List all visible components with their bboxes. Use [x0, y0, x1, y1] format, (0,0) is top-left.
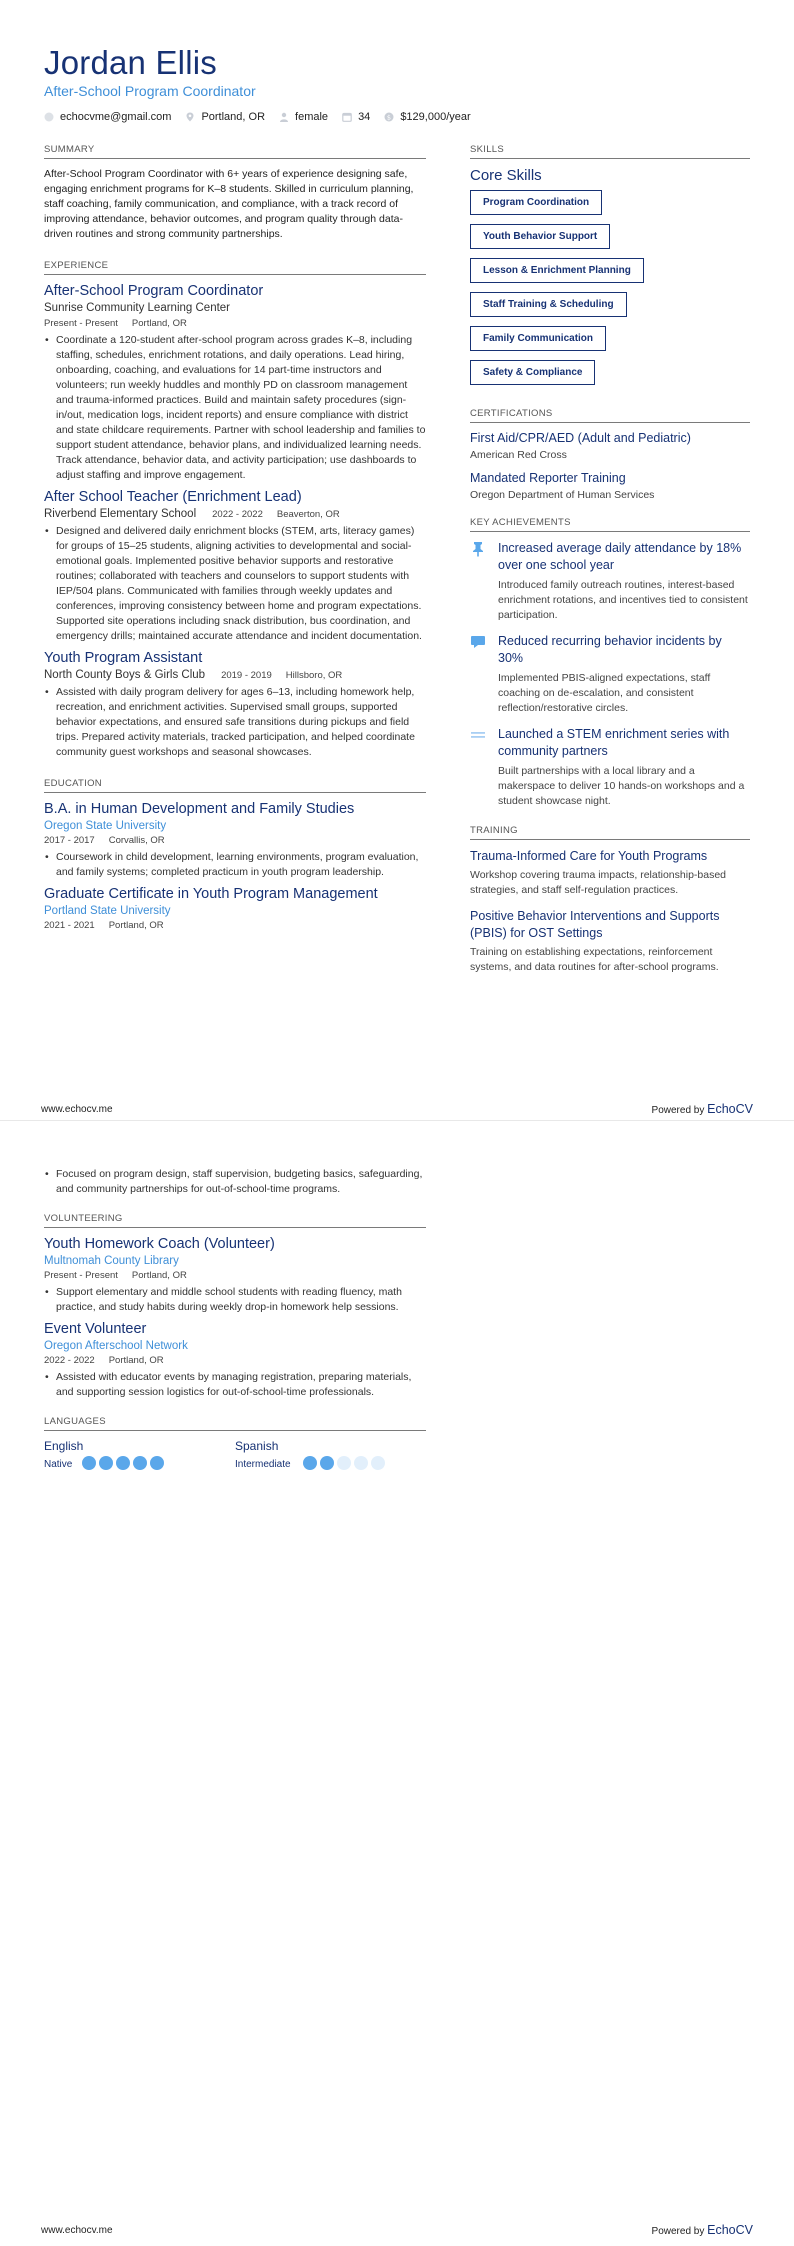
left-column [44, 1167, 426, 1473]
skill-tag: Youth Behavior Support [470, 224, 610, 249]
contact-salary-text: $129,000/year [400, 111, 471, 123]
summary-section [44, 144, 426, 242]
training-section [470, 825, 750, 975]
location-icon [185, 112, 195, 122]
language-level-row [235, 1456, 426, 1473]
lines-icon [470, 727, 486, 743]
rating-dot-empty [337, 1456, 351, 1470]
language-level: Intermediate [235, 1459, 291, 1470]
language-item [235, 1439, 426, 1473]
salary-icon [384, 112, 394, 122]
section-heading: VOLUNTEERING [44, 1213, 426, 1228]
experience-section [44, 260, 426, 760]
resume-page-2 [0, 1120, 794, 2246]
bullet-item: • Coordinate a 120-student after-school program across grades K–8, including staffing, schedules, enrichment rotations, and daily operations. Lead hiring, onboarding, coaching, and evaluations for 14 part-time instructors and volunteers; run weekly huddles and monthly PD on classroom management and trauma-informed practices. Build and maintain safety procedures (sign-in/out, medication logs, incident reports) and ensure compliance with district and state childcare requirements. Partner with school leadership and families to support student attendance, behavior plans, and individualized learning needs. Track attendance, behavior data, and activity participation; use dashboards to adjust staffing and improve engagement. [44, 333, 426, 483]
email-icon [44, 112, 54, 122]
achievement-item [470, 726, 750, 809]
volunteer-dates: Present - Present [44, 1270, 118, 1281]
candidate-name: Jordan Ellis [44, 44, 217, 81]
bullet-item: • Designed and delivered daily enrichment blocks (STEM, arts, literacy games) for groups of 15–25 students, aligning activities to developmental and social-emotional goals. Implemented positive behavior supports and restorative routines; collaborated with teachers and counselors to support students with IEP/504 plans. Communicated with families through weekly updates and conferences, improving consistency between home and program expectations. Supported site operations including snack distribution, bus coordination, and emergency drills; maintained accurate attendance and incident documentation. [44, 524, 426, 644]
job-location: Portland, OR [131, 318, 187, 329]
language-level: Native [44, 1459, 73, 1470]
contact-age [342, 111, 370, 123]
education-location: Portland, OR [108, 920, 164, 931]
job-title: After School Teacher (Enrichment Lead) [44, 489, 302, 505]
company-name: North County Boys & Girls Club [44, 669, 206, 681]
rating-dot-filled [303, 1456, 317, 1470]
calendar-icon [342, 112, 352, 122]
contact-email-text: echocvme@gmail.com [60, 111, 172, 123]
job-bullets [44, 685, 426, 760]
powered-by-text: Powered by [651, 2226, 705, 2237]
pin-icon [470, 541, 486, 557]
education-item [44, 886, 426, 931]
footer-powered [652, 2223, 753, 2237]
company-name: Riverbend Elementary School [44, 508, 197, 520]
skill-tag: Family Communication [470, 326, 606, 351]
rating-dot-empty [371, 1456, 385, 1470]
section-heading: EDUCATION [44, 778, 426, 793]
bullet-item: • Assisted with daily program delivery for ages 6–13, including homework help, recreation, and enrichment activities. Supervised small groups, supported behavior expectations, and ensured safe transitions during pickups and field trips. Prepared activity materials, tracked participation, and helped coordinate community guest workshops and seasonal showcases. [44, 685, 426, 760]
language-level-row [44, 1456, 235, 1473]
achievement-item [470, 540, 750, 623]
volunteer-meta [44, 1270, 426, 1281]
rating-dot-filled [99, 1456, 113, 1470]
bullet-item: • Coursework in child development, learning environments, program evaluation, and family systems; completed practicum in youth program leadership. [44, 850, 426, 880]
volunteer-bullets [44, 1370, 426, 1400]
education-dates: 2021 - 2021 [44, 920, 95, 931]
volunteer-item [44, 1236, 426, 1315]
job-location: Hillsboro, OR [285, 670, 343, 681]
language-name: Spanish [235, 1439, 279, 1453]
rating-dot-filled [320, 1456, 334, 1470]
achievement-title: Increased average daily attendance by 18% over one school year [498, 541, 742, 572]
brand-name: EchoCV [707, 1102, 753, 1116]
contact-gender-text: female [295, 111, 329, 123]
volunteer-location: Portland, OR [131, 1270, 187, 1281]
achievement-title: Reduced recurring behavior incidents by 30% [498, 634, 722, 665]
chat-bubble-icon [470, 634, 486, 650]
summary-text: After-School Program Coordinator with 6+ years of experience designing safe, engaging enrichment programs for K–8 students. Skilled in curriculum planning, staff coaching, family communication, and compliance, with a track record of improving attendance, behavior outcomes, and program quality through data-driven routines and strong community partnerships. [44, 168, 414, 240]
languages-section [44, 1416, 426, 1473]
job-meta [44, 318, 426, 329]
language-rating [303, 1456, 388, 1473]
certification-issuer: Oregon Department of Human Services [470, 489, 655, 501]
education-section [44, 778, 426, 931]
language-rating [82, 1456, 167, 1473]
training-name: Positive Behavior Interventions and Supports (PBIS) for OST Settings [470, 909, 720, 940]
job-meta [44, 508, 426, 520]
bullet-item: • Support elementary and middle school students with reading fluency, math practice, and study habits during weekly drop-in homework help sessions. [44, 1285, 426, 1315]
skills-section [470, 144, 750, 394]
candidate-role: After-School Program Coordinator [44, 83, 256, 99]
section-heading: KEY ACHIEVEMENTS [470, 517, 750, 532]
volunteering-section [44, 1213, 426, 1400]
experience-item [44, 283, 426, 483]
skill-tag: Staff Training & Scheduling [470, 292, 627, 317]
school-name: Portland State University [44, 905, 171, 917]
education-bullets-continued [44, 1167, 426, 1197]
section-heading: TRAINING [470, 825, 750, 840]
rating-dot-filled [82, 1456, 96, 1470]
svg-text:$: $ [387, 113, 392, 122]
job-bullets [44, 524, 426, 644]
contact-gender [279, 111, 328, 123]
section-heading: LANGUAGES [44, 1416, 426, 1431]
education-location: Corvallis, OR [108, 835, 165, 846]
training-name: Trauma-Informed Care for Youth Programs [470, 849, 708, 863]
job-meta [44, 669, 426, 681]
education-bullets [44, 850, 426, 880]
certification-name: Mandated Reporter Training [470, 471, 626, 485]
skill-tag: Safety & Compliance [470, 360, 595, 385]
education-dates: 2017 - 2017 [44, 835, 95, 846]
skill-tag: Program Coordination [470, 190, 602, 215]
contact-bar [44, 110, 485, 124]
section-heading: SUMMARY [44, 144, 426, 159]
volunteer-bullets [44, 1285, 426, 1315]
footer-url[interactable]: www.echocv.me [41, 2225, 113, 2236]
volunteer-title: Youth Homework Coach (Volunteer) [44, 1236, 275, 1252]
volunteer-item [44, 1321, 426, 1400]
achievement-desc: Introduced family outreach routines, interest-based enrichment rotations, and incentives tied to consistent participation. [498, 579, 748, 621]
job-title: After-School Program Coordinator [44, 283, 264, 299]
rating-dot-filled [133, 1456, 147, 1470]
job-bullets [44, 333, 426, 483]
job-dates: 2022 - 2022 [212, 509, 263, 520]
contact-age-text: 34 [358, 111, 371, 123]
contact-email[interactable] [44, 111, 171, 123]
language-item [44, 1439, 235, 1473]
languages-grid [44, 1439, 426, 1473]
bullet-item: • Focused on program design, staff supervision, budgeting basics, safeguarding, and community partnerships for out-of-school-time programs. [44, 1167, 426, 1197]
job-location: Beaverton, OR [276, 509, 340, 520]
certifications-section [470, 408, 750, 501]
education-meta [44, 835, 426, 846]
contact-salary [384, 111, 470, 123]
achievements-section [470, 517, 750, 809]
experience-item [44, 650, 426, 760]
volunteer-location: Portland, OR [108, 1355, 164, 1366]
achievement-title: Launched a STEM enrichment series with community partners [498, 727, 730, 758]
language-name: English [44, 1439, 84, 1453]
volunteer-dates: 2022 - 2022 [44, 1355, 95, 1366]
rating-dot-filled [116, 1456, 130, 1470]
section-heading: SKILLS [470, 144, 750, 159]
education-meta [44, 920, 426, 931]
achievement-desc: Implemented PBIS-aligned expectations, staff coaching on de-escalation, and consistent reflection/restorative circles. [498, 672, 711, 714]
volunteer-org: Oregon Afterschool Network [44, 1340, 188, 1352]
contact-location [185, 111, 265, 123]
school-name: Oregon State University [44, 820, 167, 832]
skill-group-title: Core Skills [470, 167, 542, 184]
volunteer-title: Event Volunteer [44, 1321, 147, 1337]
experience-item [44, 489, 426, 644]
rating-dot-filled [150, 1456, 164, 1470]
resume-page-1 [0, 0, 794, 1120]
skill-tag: Lesson & Enrichment Planning [470, 258, 644, 283]
education-item [44, 801, 426, 880]
certification-issuer: American Red Cross [470, 449, 567, 461]
section-heading: EXPERIENCE [44, 260, 426, 275]
section-heading: CERTIFICATIONS [470, 408, 750, 423]
footer-powered [652, 1102, 753, 1116]
training-desc: Workshop covering trauma impacts, relationship-based strategies, and staff self-regulation practices. [470, 869, 727, 896]
job-dates: Present - Present [44, 318, 118, 329]
volunteer-org: Multnomah County Library [44, 1255, 179, 1267]
left-column [44, 144, 426, 935]
person-icon [279, 112, 289, 122]
powered-by-text: Powered by [651, 1105, 705, 1116]
degree-title: B.A. in Human Development and Family Studies [44, 801, 355, 817]
skill-tags [470, 190, 750, 394]
certification-name: First Aid/CPR/AED (Adult and Pediatric) [470, 431, 691, 445]
contact-location-text: Portland, OR [201, 111, 266, 123]
brand-name: EchoCV [707, 2223, 753, 2237]
volunteer-meta [44, 1355, 426, 1366]
rating-dot-empty [354, 1456, 368, 1470]
achievement-item [470, 633, 750, 716]
achievement-desc: Built partnerships with a local library and a makerspace to deliver 10 hands-on workshops and a student showcase night. [498, 765, 745, 807]
bullet-item: • Assisted with educator events by managing registration, preparing materials, and supporting session logistics for out-of-school-time professionals. [44, 1370, 426, 1400]
job-dates: 2019 - 2019 [221, 670, 272, 681]
right-column [470, 144, 750, 985]
footer-url[interactable]: www.echocv.me [41, 1104, 113, 1115]
degree-title: Graduate Certificate in Youth Program Management [44, 886, 378, 902]
training-desc: Training on establishing expectations, reinforcement systems, and data routines for after-school programs. [470, 946, 719, 973]
company-name: Sunrise Community Learning Center [44, 302, 231, 314]
job-title: Youth Program Assistant [44, 650, 203, 666]
